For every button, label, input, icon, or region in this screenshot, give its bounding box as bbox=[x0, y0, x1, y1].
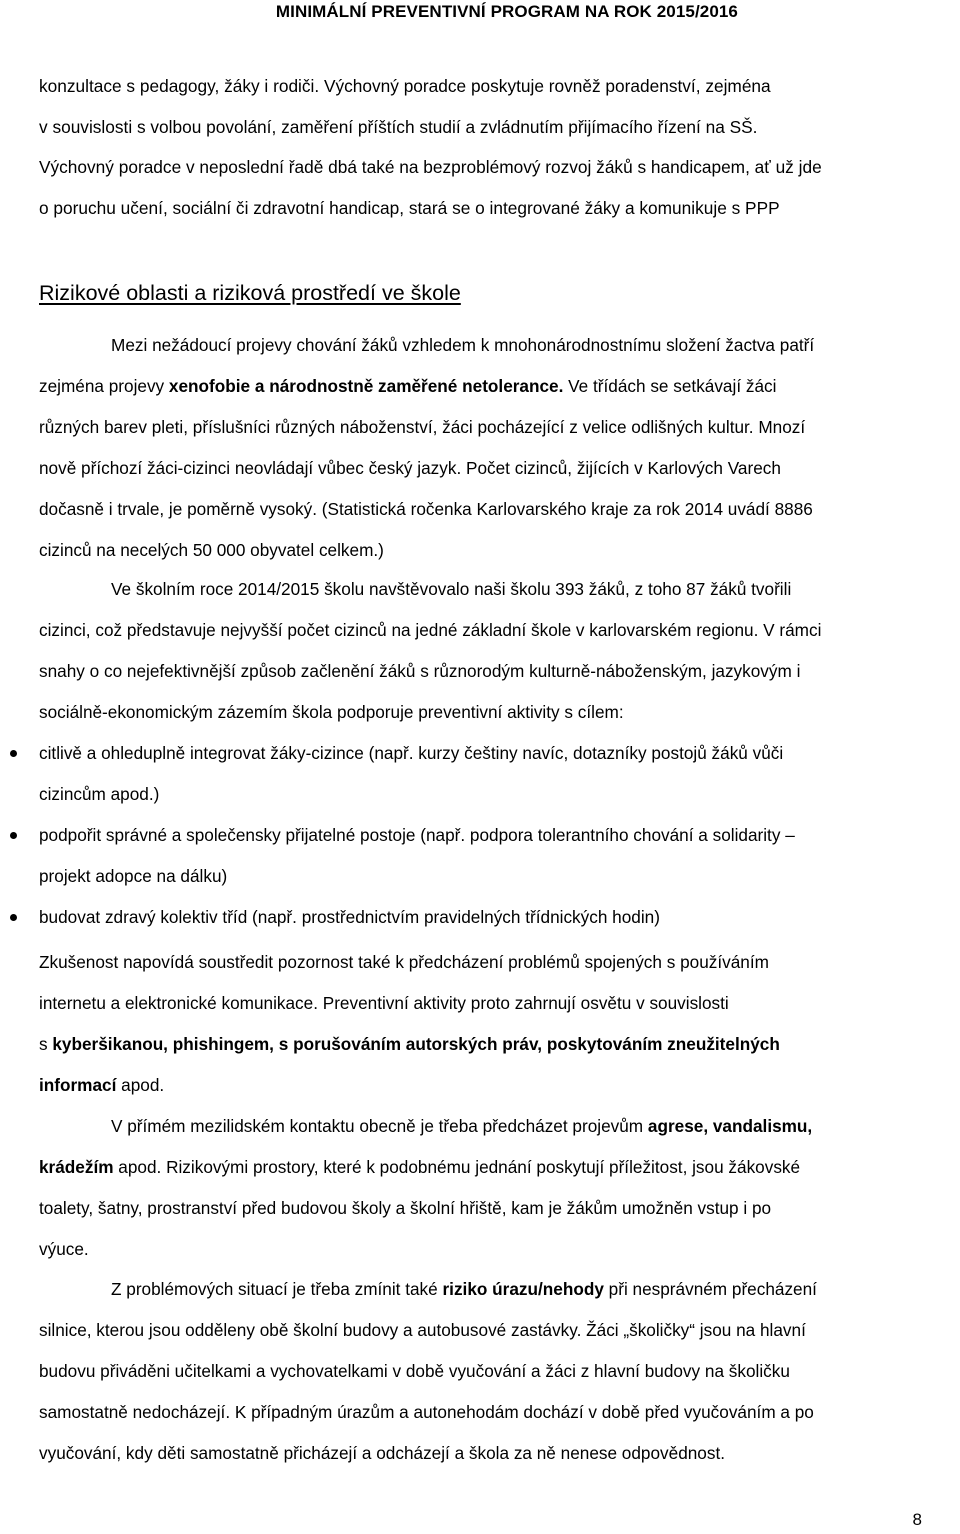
text-line: budovu přiváděni učitelkami a vychovatelkami v době vyučování a žáci z hlavní budovy na školičku bbox=[39, 1361, 790, 1381]
text-line: silnice, kterou jsou odděleny obě školní budovy a autobusové zastávky. Žáci „školičky“ jsou na hlavní bbox=[39, 1320, 806, 1340]
text-line: projekt adopce na dálku) bbox=[39, 866, 228, 886]
goals-list bbox=[0, 733, 795, 938]
text-line: v souvislosti s volbou povolání, zaměření příštích studií a zvládnutím přijímacího řízení na SŠ. bbox=[39, 116, 758, 137]
text-run: apod. Rizikovými prostory, které k podobnému jednání poskytují příležitost, jsou žákovské bbox=[113, 1157, 801, 1177]
text-run: zejména projevy bbox=[39, 376, 169, 396]
text-line bbox=[39, 1065, 780, 1106]
text-line: budovat zdravý kolektiv tříd (např. prostřednictvím pravidelných třídnických hodin) bbox=[39, 907, 660, 927]
bold-text: krádežím bbox=[39, 1157, 114, 1177]
list-item bbox=[0, 815, 795, 897]
text-line bbox=[39, 366, 814, 407]
text-line: toalety, šatny, prostranství před budovou školy a školní hřiště, kam je žákům umožněn vstup i po bbox=[39, 1198, 772, 1218]
text-line: o poruchu učení, sociální či zdravotní handicap, stará se o integrované žáky a komunikuje s PPP bbox=[39, 198, 780, 219]
text-line: citlivě a ohleduplně integrovat žáky-cizince (např. kurzy češtiny navíc, dotazníky postojů žáků vůči bbox=[39, 743, 784, 763]
text-line: různých barev pleti, příslušníci různých náboženství, žáci pocházející z velice odlišných kultur. Mnozí bbox=[39, 417, 806, 437]
text-line: Výchovný poradce v neposlední řadě dbá také na bezproblémový rozvoj žáků s handicapem, ať už jde bbox=[39, 157, 822, 178]
text-line: sociálně-ekonomickým zázemím škola podporuje preventivní aktivity s cílem: bbox=[39, 702, 624, 722]
bold-text: riziko úrazu/nehody bbox=[442, 1279, 604, 1299]
text-line: samostatně nedocházejí. K případným úrazům a autonehodám dochází v době před vyučováním a po bbox=[39, 1402, 814, 1422]
text-line: cizinců na necelých 50 000 obyvatel celkem.) bbox=[39, 540, 384, 560]
text-line: snahy o co nejefektivnější způsob začlenění žáků s různorodým kulturně-náboženským, jazykovým i bbox=[39, 661, 801, 681]
bullet-icon bbox=[10, 914, 17, 921]
text-line: Zkušenost napovídá soustředit pozornost také k předcházení problémů spojených s používáním bbox=[39, 952, 769, 972]
text-line bbox=[39, 1024, 780, 1065]
text-line: vyučování, kdy děti samostatně přicházejí a odcházejí a škola za ně nenese odpovědnost. bbox=[39, 1443, 726, 1463]
list-item bbox=[0, 897, 795, 938]
text-line: Ve školním roce 2014/2015 školu navštěvovalo naši školu 393 žáků, z toho 87 žáků tvořili bbox=[111, 579, 792, 599]
text-line: konzultace s pedagogy, žáky i rodiči. Výchovný poradce poskytuje rovněž poradenství, zejména bbox=[39, 76, 771, 96]
text-run: Ve třídách se setkávají žáci bbox=[563, 376, 777, 396]
text-line bbox=[39, 1269, 817, 1310]
paragraph-aggression bbox=[39, 1106, 812, 1270]
paragraph-internet bbox=[39, 942, 780, 1106]
text-run: s bbox=[39, 1034, 53, 1054]
text-line: podpořit správné a společensky přijatelné postoje (např. podpora tolerantního chování a solidarity – bbox=[39, 825, 795, 845]
list-item bbox=[0, 733, 795, 815]
text-line bbox=[39, 1106, 812, 1147]
bold-text: agrese, vandalismu, bbox=[647, 1116, 813, 1136]
page-number: 8 bbox=[912, 1510, 922, 1529]
text-line: nově příchozí žáci-cizinci neovládají vůbec český jazyk. Počet cizinců, žijících v Karlových Varech bbox=[39, 458, 781, 478]
text-run: Z problémových situací je třeba zmínit také bbox=[111, 1279, 443, 1299]
intro-paragraph bbox=[39, 66, 822, 229]
bold-text: xenofobie a národnostně zaměřené netolerance. bbox=[168, 376, 564, 396]
paragraph-injury-risk bbox=[39, 1269, 817, 1474]
text-line: cizinci, což představuje nejvyšší počet cizinců na jedné základní škole v karlovarském regionu. V rámci bbox=[39, 620, 822, 640]
bullet-icon bbox=[10, 750, 17, 757]
bold-text: kyberšikanou, phishingem, s porušováním autorských práv, poskytováním zneužitelných bbox=[52, 1034, 780, 1054]
text-run: apod. bbox=[116, 1075, 165, 1095]
text-line: dočasně i trvale, je poměrně vysoký. (Statistická ročenka Karlovarského kraje za rok 2014 uvádí 8886 bbox=[39, 499, 813, 519]
paragraph-xenophobia bbox=[39, 325, 814, 571]
text-line: Mezi nežádoucí projevy chování žáků vzhledem k mnohonárodnostnímu složení žactva patří bbox=[111, 335, 815, 355]
section-heading: Rizikové oblasti a riziková prostředí ve škole bbox=[39, 281, 461, 305]
text-line: internetu a elektronické komunikace. Preventivní aktivity proto zahrnují osvětu v souvislosti bbox=[39, 993, 729, 1013]
paragraph-foreigners bbox=[39, 569, 821, 733]
text-line bbox=[39, 1147, 812, 1188]
text-line: cizincům apod.) bbox=[39, 784, 160, 804]
bullet-icon bbox=[10, 832, 17, 839]
page-header-title: MINIMÁLNÍ PREVENTIVNÍ PROGRAM NA ROK 2015/2016 bbox=[275, 2, 738, 21]
bold-text: informací bbox=[39, 1075, 117, 1095]
text-run: při nesprávném přecházení bbox=[603, 1279, 817, 1299]
text-line: výuce. bbox=[39, 1239, 89, 1259]
text-run: V přímém mezilidském kontaktu obecně je třeba předcházet projevům bbox=[111, 1116, 648, 1136]
